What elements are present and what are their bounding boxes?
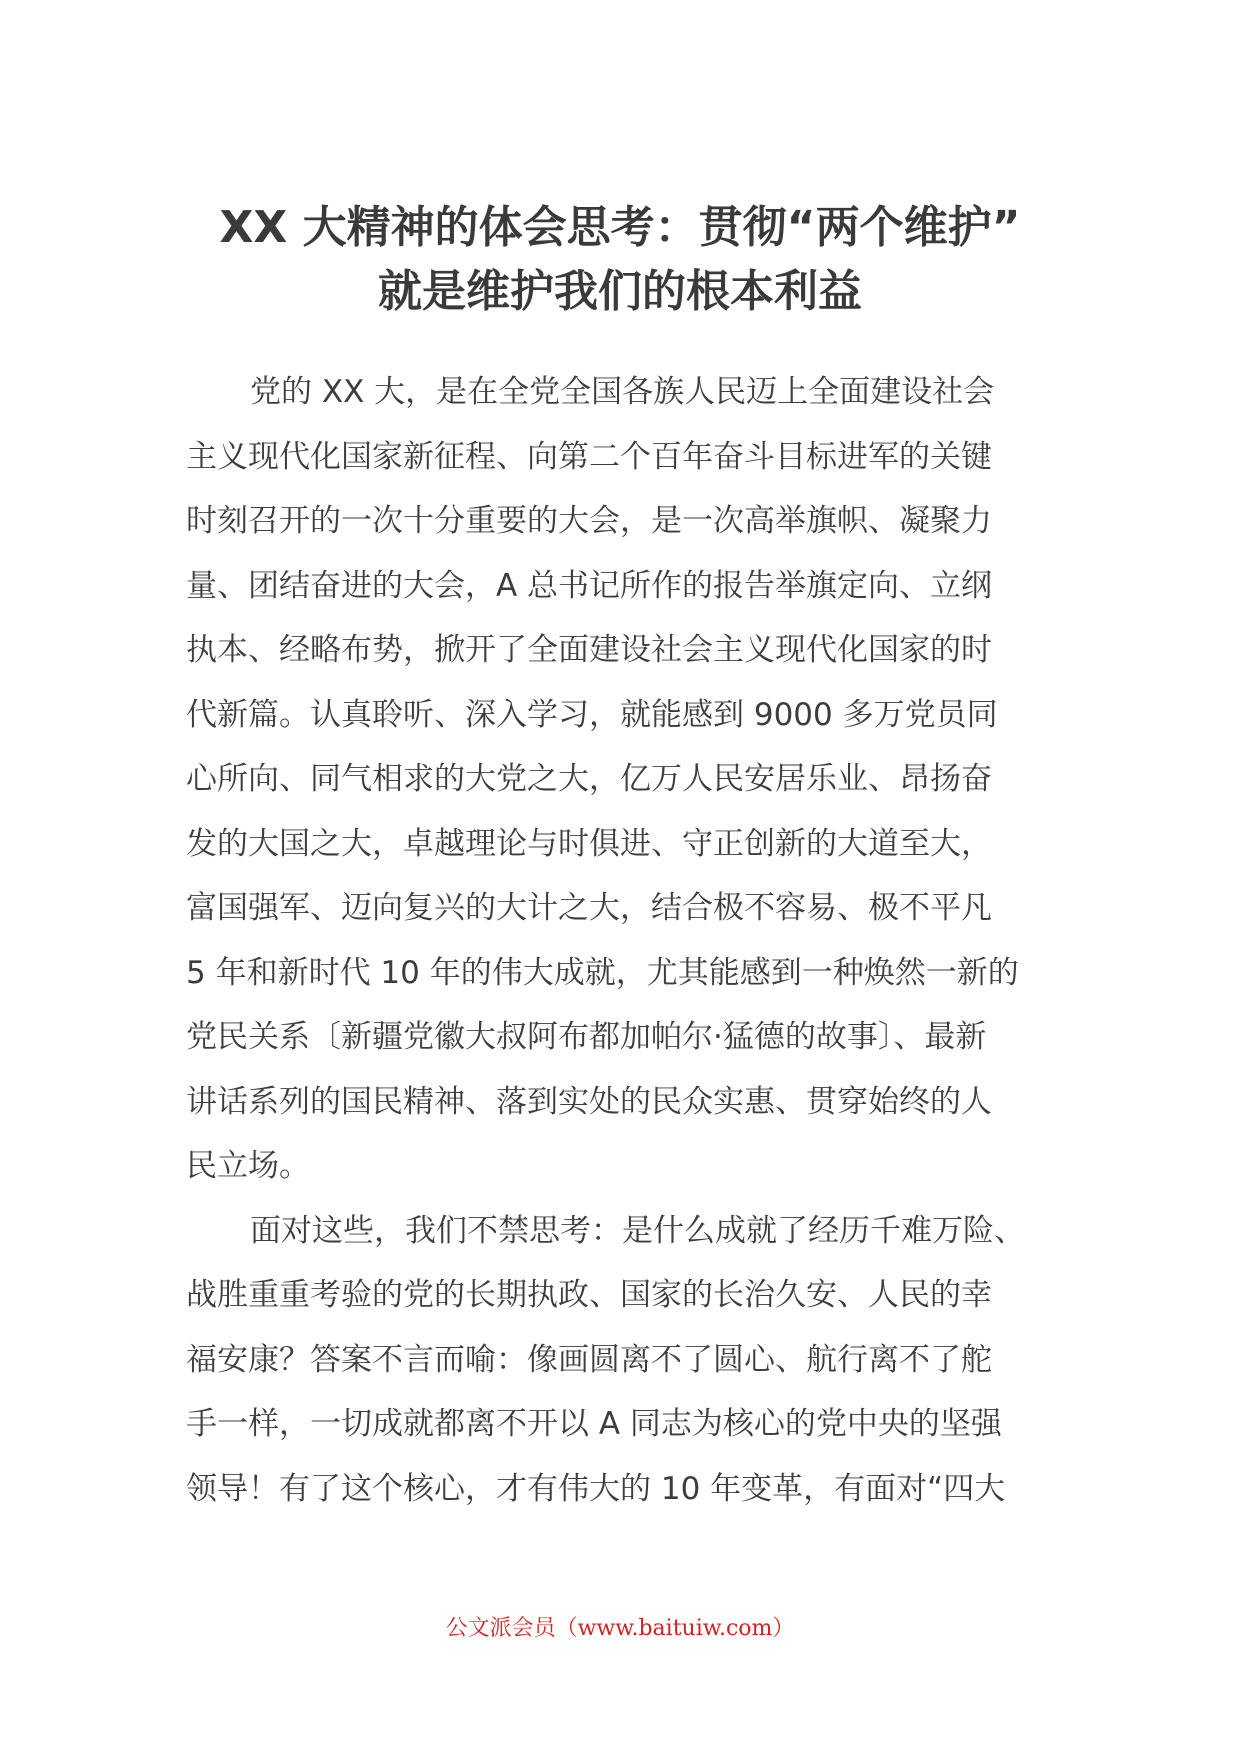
paragraph-1-line: 富国强军、迈向复兴的大计之大，结合极不容易、极不平凡: [186, 890, 992, 926]
document-title: [150, 196, 1090, 324]
paragraph-2-line: 战胜重重考验的党的长期执政、国家的长治久安、人民的幸: [186, 1277, 992, 1313]
paragraph-1-line: 代新篇。认真聆听、深入学习，就能感到 9000 多万党员同: [186, 696, 998, 733]
paragraph-2-line: 领导！有了这个核心，才有伟大的 10 年变革，有面对“四大: [186, 1470, 1006, 1507]
title-line: 就是维护我们的根本利益: [378, 266, 862, 317]
paragraph-1-line: 心所向、同气相求的大党之大，亿万人民安居乐业、昂扬奋: [186, 761, 992, 797]
paragraph-1-line: 讲话系列的国民精神、落到实处的民众实惠、贯穿始终的人: [186, 1083, 992, 1120]
title-line: XX 大精神的体会思考：贯彻“两个维护”: [219, 202, 1021, 253]
paragraph-1-line: 民立场。: [186, 1148, 310, 1184]
paragraph-1-line: 5 年和新时代 10 年的伟大成就，尤其能感到一种焕然一新的: [186, 954, 1019, 991]
document-body: [186, 360, 1066, 1521]
paragraph-1-line: 党的 XX 大，是在全党全国各族人民迈上全面建设社会: [250, 374, 995, 410]
paragraph-2-line: 面对这些，我们不禁思考：是什么成就了经历千难万险、: [250, 1212, 1025, 1249]
paragraph-1-line: 主义现代化国家新征程、向第二个百年奋斗目标进军的关键: [186, 438, 992, 475]
footer-watermark: 公文派会员（www.baituiw.com）: [445, 1616, 795, 1641]
paragraph-1-line: 发的大国之大，卓越理论与时俱进、守正创新的大道至大，: [186, 825, 992, 862]
paragraph-1-line: 时刻召开的一次十分重要的大会，是一次高举旗帜、凝聚力: [186, 503, 992, 539]
paragraph-2-line: 手一样，一切成就都离不开以 A 同志为核心的党中央的坚强: [186, 1406, 1002, 1442]
paragraph-2-line: 福安康？答案不言而喻：像画圆离不了圆心、航行离不了舵: [186, 1341, 992, 1378]
paragraph-1-line: 党民关系〔新疆党徽大叔阿布都加帕尔·猛德的故事〕、最新: [186, 1019, 987, 1055]
paragraph-1-line: 执本、经略布势，掀开了全面建设社会主义现代化国家的时: [186, 632, 992, 668]
paragraph-1-line: 量、团结奋进的大会，A 总书记所作的报告举旗定向、立纲: [186, 567, 993, 604]
